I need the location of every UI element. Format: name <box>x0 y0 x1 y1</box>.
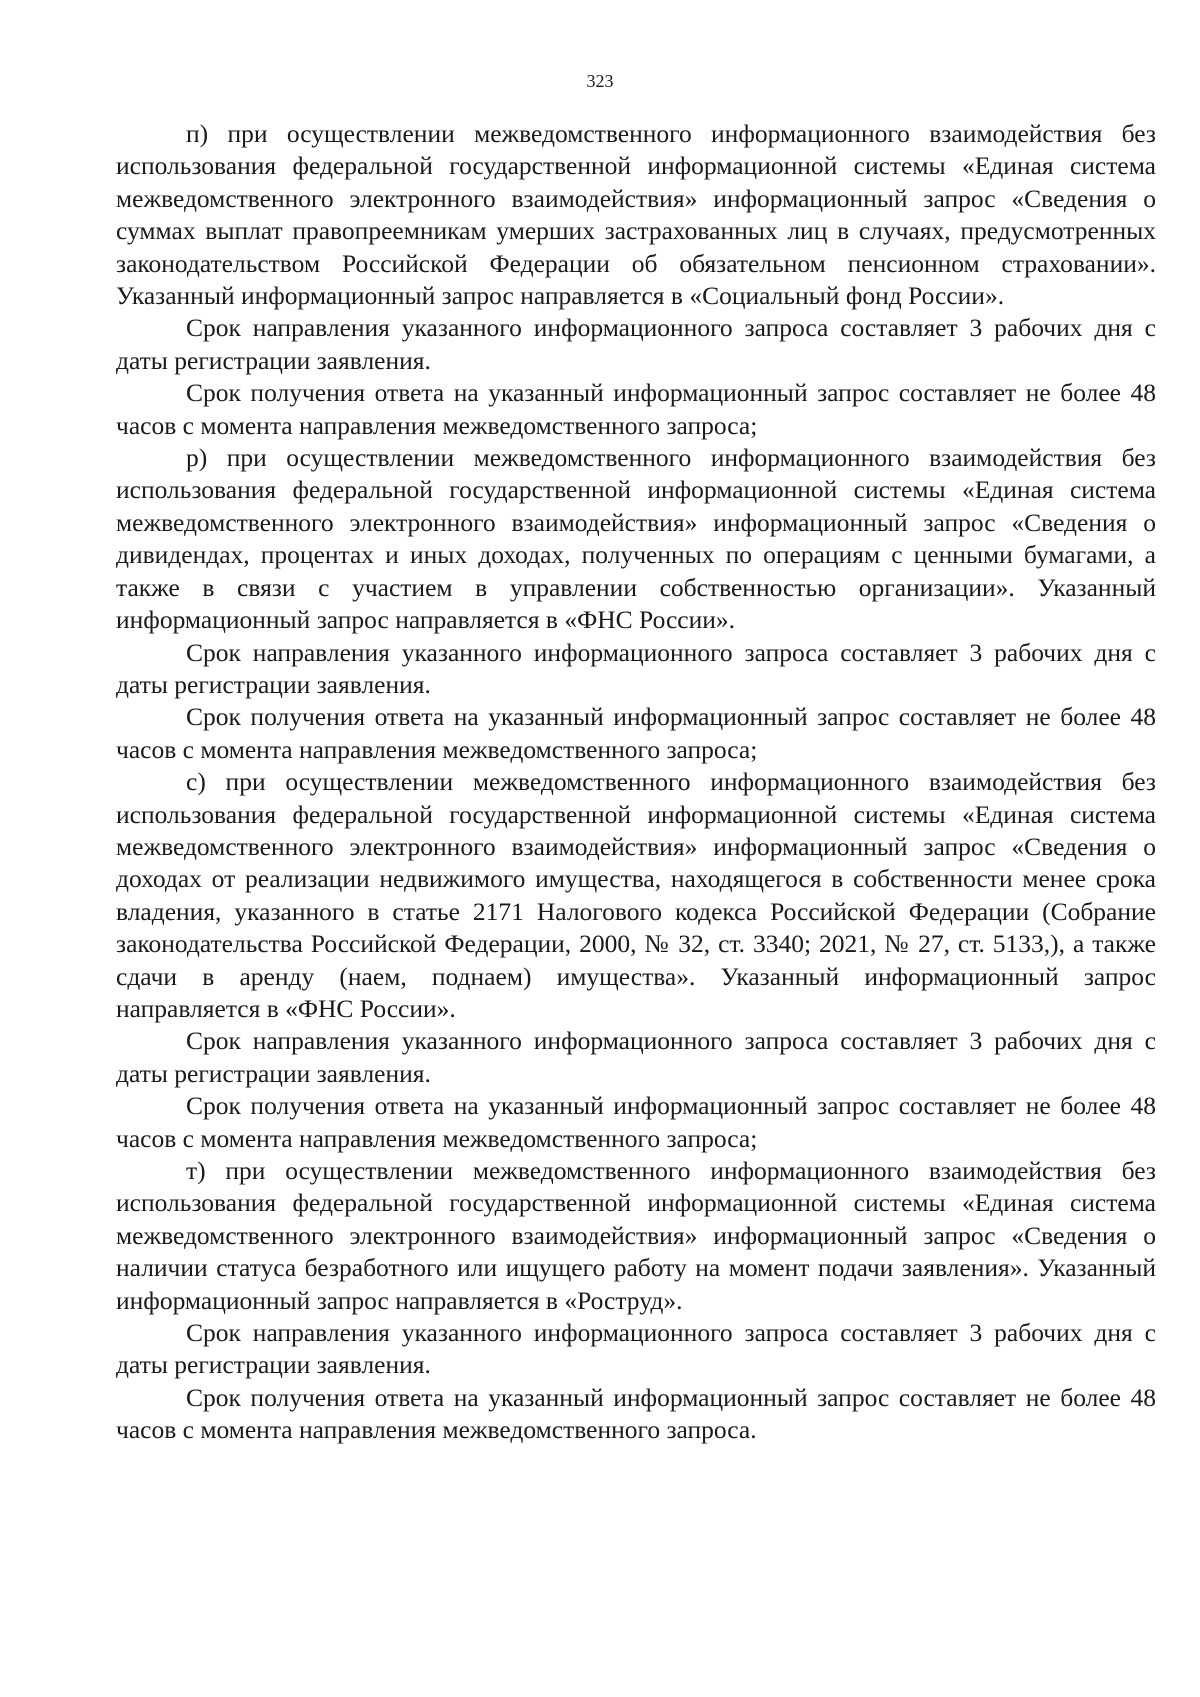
paragraph-item-s: с) при осуществлении межведомственного информационного взаимодействия без использования федеральной государственной информационной системы «Единая система межведомственного электронного взаимодействия» информационный запрос «Сведения о доходах от реализации недвижимого имущества, находящегося в собственности менее срока владения, указанного в статье 2171 Налогового кодекса Российской Федерации (Собрание законодательства Российской Федерации, 2000, № 32, ст. 3340; 2021, № 27, ст. 5133,), а также сдачи в аренду (наем, поднаем) имущества». Указанный информационный запрос направляется в «ФНС России». <box>116 767 1156 1023</box>
page-number: 323 <box>586 71 614 91</box>
document-body <box>116 118 1156 1447</box>
paragraph-response-deadline: Срок получения ответа на указанный информационный запрос составляет не более 48 часов с момента направления межведомственного запроса; <box>116 1091 1156 1153</box>
paragraph-request-deadline: Срок направления указанного информационного запроса составляет 3 рабочих дня с даты регистрации заявления. <box>116 313 1156 375</box>
paragraph-response-deadline: Срок получения ответа на указанный информационный запрос составляет не более 48 часов с момента направления межведомственного запроса; <box>116 378 1156 440</box>
paragraph-request-deadline: Срок направления указанного информационного запроса составляет 3 рабочих дня с даты регистрации заявления. <box>116 637 1156 699</box>
paragraph-request-deadline: Срок направления указанного информационного запроса составляет 3 рабочих дня с даты регистрации заявления. <box>116 1026 1156 1088</box>
paragraph-request-deadline: Срок направления указанного информационного запроса составляет 3 рабочих дня с даты регистрации заявления. <box>116 1318 1156 1380</box>
paragraph-response-deadline: Срок получения ответа на указанный информационный запрос составляет не более 48 часов с момента направления межведомственного запроса. <box>116 1382 1156 1445</box>
paragraph-item-p: п) при осуществлении межведомственного информационного взаимодействия без использования федеральной государственной информационной системы «Единая система межведомственного электронного взаимодействия» информационный запрос «Сведения о суммах выплат правопреемникам умерших застрахованных лиц в случаях, предусмотренных законодательством Российской Федерации об обязательном пенсионном страховании». Указанный информационный запрос направляется в «Социальный фонд России». <box>116 119 1156 311</box>
paragraph-item-t: т) при осуществлении межведомственного информационного взаимодействия без использования федеральной государственной информационной системы «Единая система межведомственного электронного взаимодействия» информационный запрос «Сведения о наличии статуса безработного или ищущего работу на момент подачи заявления». Указанный информационный запрос направляется в «Роструд». <box>116 1156 1156 1315</box>
paragraph-item-r: р) при осуществлении межведомственного информационного взаимодействия без использования федеральной государственной информационной системы «Единая система межведомственного электронного взаимодействия» информационный запрос «Сведения о дивидендах, процентах и иных доходах, полученных по операциям с ценными бумагами, а также в связи с участием в управлении собственностью организации». Указанный информационный запрос направляется в «ФНС России». <box>116 443 1156 635</box>
paragraph-response-deadline: Срок получения ответа на указанный информационный запрос составляет не более 48 часов с момента направления межведомственного запроса; <box>116 702 1156 764</box>
